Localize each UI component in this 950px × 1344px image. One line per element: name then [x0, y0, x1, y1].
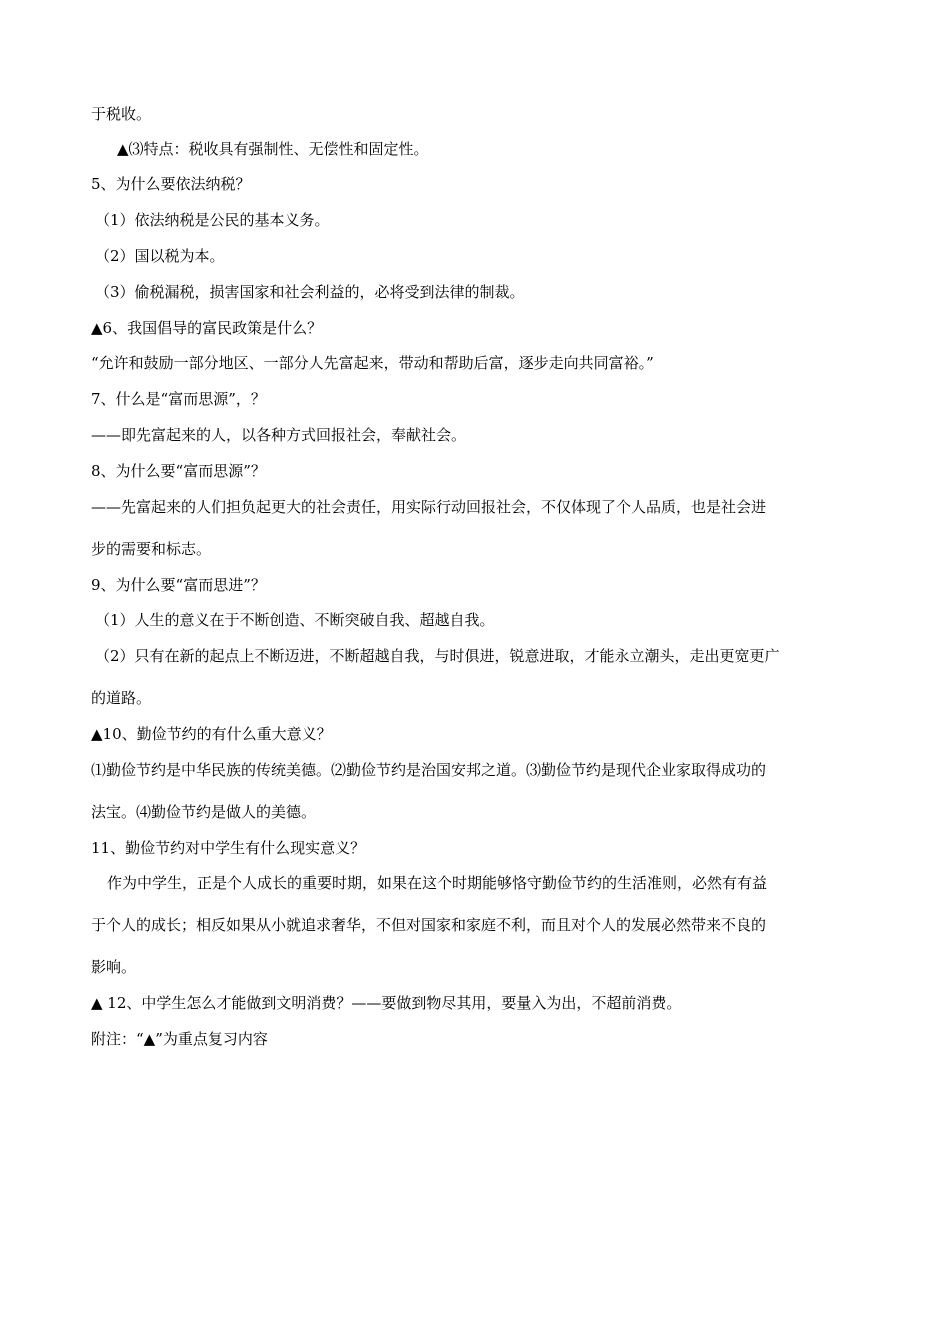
- text-line: （3）偷税漏税，损害国家和社会利益的，必将受到法律的制裁。: [95, 283, 525, 301]
- question-heading: 8、为什么要“富而思源”？: [91, 462, 266, 480]
- question-heading: ▲ 12、中学生怎么才能做到文明消费？——要做到物尽其用，要量入为出，不超前消费。: [91, 994, 682, 1012]
- footnote: 附注：“▲”为重点复习内容: [91, 1030, 268, 1048]
- text-line: 于税收。: [91, 105, 152, 123]
- question-heading: 9、为什么要“富而思进”？: [91, 576, 266, 594]
- text-line: 法宝。⑷勤俭节约是做人的美德。: [91, 803, 317, 821]
- question-heading: ▲6、我国倡导的富民政策是什么？: [91, 319, 323, 337]
- text-line: （1）人生的意义在于不断创造、不断突破自我、超越自我。: [95, 611, 495, 629]
- question-heading: 5、为什么要依法纳税？: [91, 175, 251, 193]
- question-heading: 11、勤俭节约对中学生有什么现实意义？: [91, 839, 366, 857]
- text-line: （2）国以税为本。: [95, 247, 225, 265]
- text-line: ▲⑶特点：税收具有强制性、无偿性和固定性。: [117, 140, 429, 158]
- text-line: ——先富起来的人们担负起更大的社会责任，用实际行动回报社会，不仅体现了个人品质，也是社会进: [91, 498, 767, 516]
- text-line: 的道路。: [91, 689, 152, 707]
- question-heading: 7、什么是“富而思源”，？: [91, 390, 266, 408]
- text-line: 于个人的成长；相反如果从小就追求奢华，不但对国家和家庭不利，而且对个人的发展必然带来不良的: [91, 916, 767, 934]
- text-line: （1）依法纳税是公民的基本义务。: [95, 211, 330, 229]
- text-line: 影响。: [91, 958, 137, 976]
- text-line: 作为中学生，正是个人成长的重要时期，如果在这个时期能够恪守勤俭节约的生活准则，必然有有益: [107, 874, 768, 892]
- text-line: 步的需要和标志。: [91, 540, 212, 558]
- text-line: （2）只有在新的起点上不断迈进，不断超越自我，与时俱进，锐意进取，才能永立潮头，走出更宽更广: [95, 647, 780, 665]
- text-line: “允许和鼓励一部分地区、一部分人先富起来，带动和帮助后富，逐步走向共同富裕。”: [91, 354, 654, 372]
- text-line: ⑴勤俭节约是中华民族的传统美德。⑵勤俭节约是治国安邦之道。⑶勤俭节约是现代企业家取得成功的: [91, 761, 767, 779]
- text-line: ——即先富起来的人，以各种方式回报社会，奉献社会。: [91, 426, 467, 444]
- question-heading: ▲10、勤俭节约的有什么重大意义？: [91, 725, 332, 743]
